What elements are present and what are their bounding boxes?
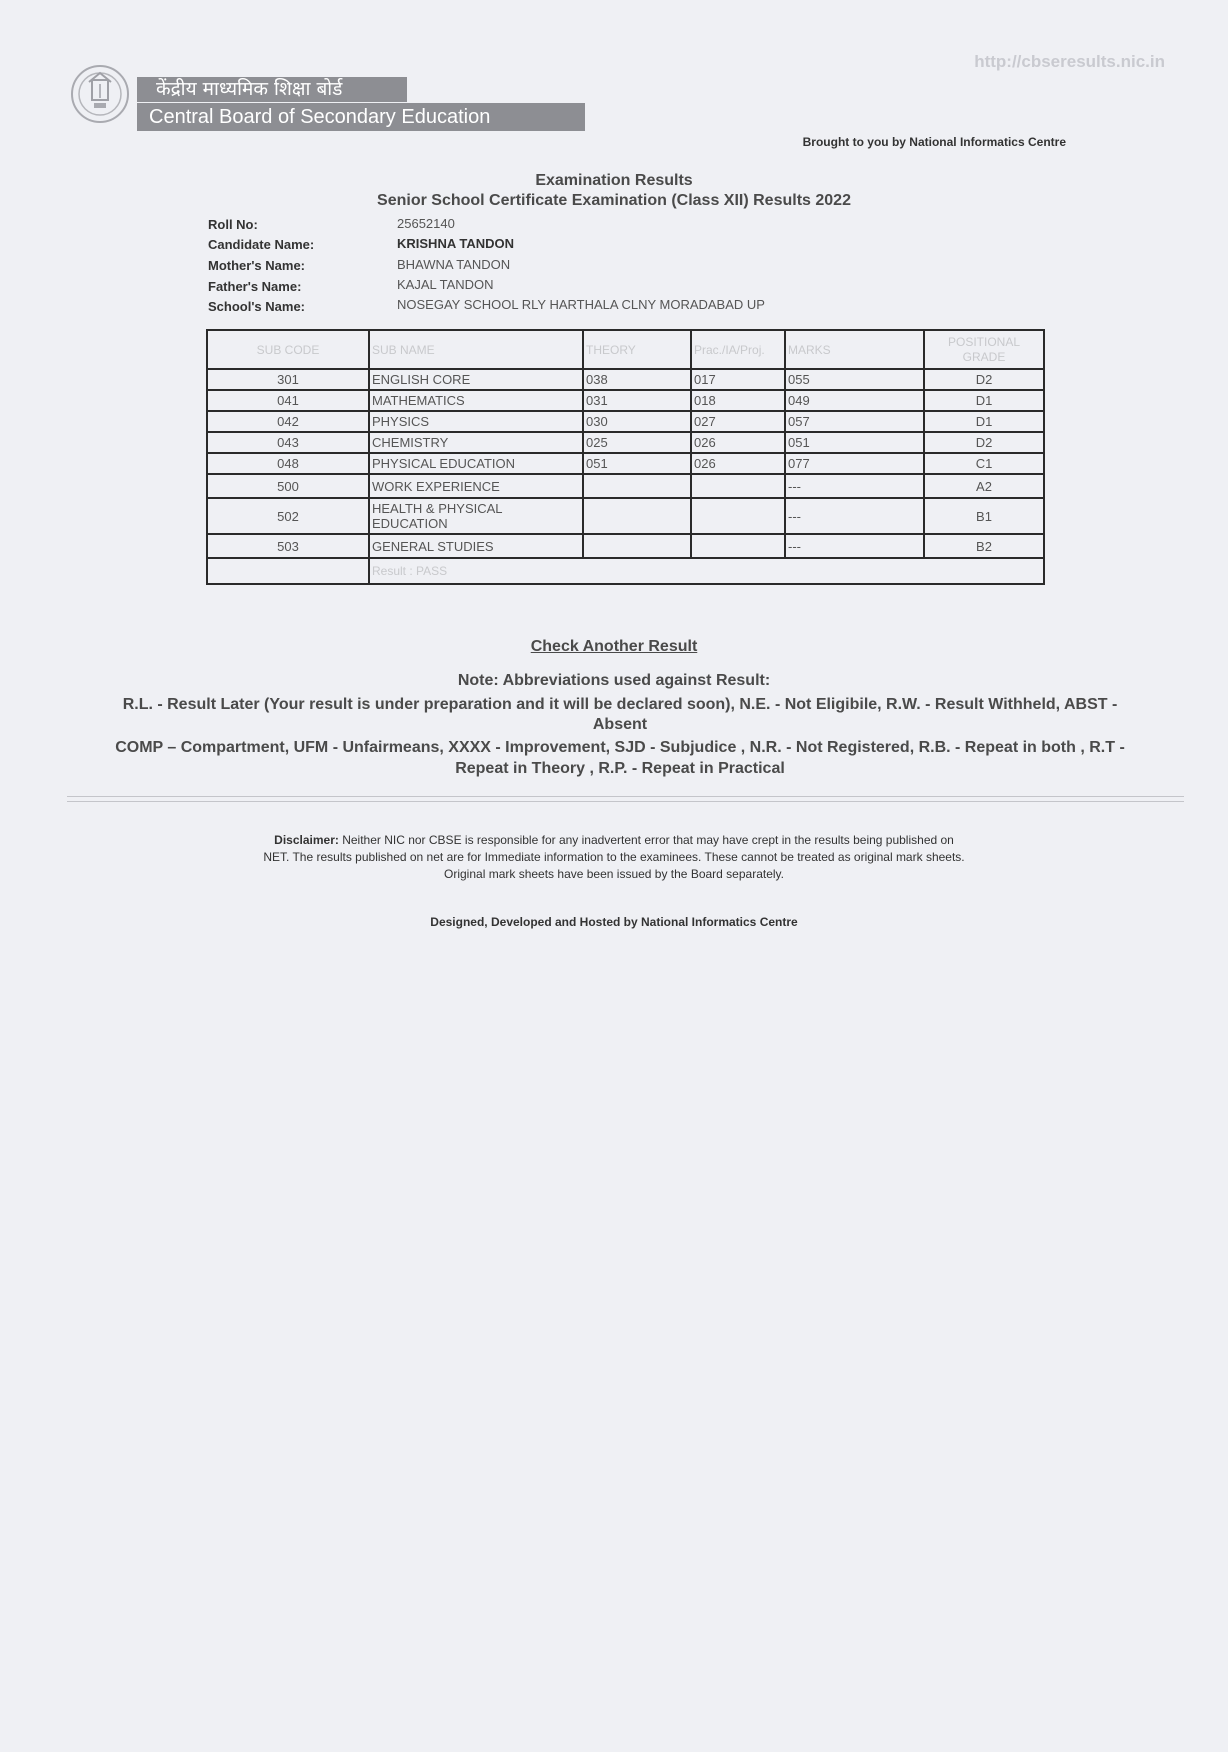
father-name-label: Father's Name: xyxy=(208,279,302,294)
practical-marks xyxy=(691,498,785,534)
page-subtitle: Senior School Certificate Examination (Class XII) Results 2022 xyxy=(377,192,851,209)
total-marks: --- xyxy=(785,534,924,558)
sub-code: 500 xyxy=(207,474,369,498)
positional-grade: C1 xyxy=(924,453,1044,474)
sub-name: HEALTH & PHYSICAL EDUCATION xyxy=(369,498,583,534)
site-url[interactable]: http://cbseresults.nic.in xyxy=(974,52,1165,71)
theory-marks xyxy=(583,498,691,534)
theory-marks: 025 xyxy=(583,432,691,453)
sub-code: 503 xyxy=(207,534,369,558)
sub-name: PHYSICS xyxy=(369,411,583,432)
positional-grade: D2 xyxy=(924,432,1044,453)
theory-marks xyxy=(583,474,691,498)
positional-grade: D1 xyxy=(924,411,1044,432)
sub-name: PHYSICAL EDUCATION xyxy=(369,453,583,474)
table-row xyxy=(207,474,1044,498)
positional-grade: D2 xyxy=(924,369,1044,390)
positional-grade: A2 xyxy=(924,474,1044,498)
practical-marks: 017 xyxy=(691,369,785,390)
practical-marks: 027 xyxy=(691,411,785,432)
sub-name: WORK EXPERIENCE xyxy=(369,474,583,498)
total-marks: 077 xyxy=(785,453,924,474)
cbse-logo-icon xyxy=(70,62,130,132)
mother-name-label: Mother's Name: xyxy=(208,258,305,273)
school-name-label: School's Name: xyxy=(208,299,306,314)
table-row xyxy=(207,390,1044,411)
table-row xyxy=(207,432,1044,453)
divider xyxy=(67,796,1184,797)
table-header-row xyxy=(207,330,1044,369)
table-row xyxy=(207,411,1044,432)
total-marks: --- xyxy=(785,498,924,534)
check-another-result-link[interactable]: Check Another Result xyxy=(530,638,698,655)
total-marks: 057 xyxy=(785,411,924,432)
practical-marks xyxy=(691,534,785,558)
header-theory: THEORY xyxy=(583,330,691,369)
sub-code: 041 xyxy=(207,390,369,411)
theory-marks: 031 xyxy=(583,390,691,411)
total-marks: 055 xyxy=(785,369,924,390)
disclaimer-line-1 xyxy=(0,833,1228,847)
mother-name-value: BHAWNA TANDON xyxy=(397,257,511,272)
sub-code: 043 xyxy=(207,432,369,453)
marks-table xyxy=(206,329,1045,585)
practical-marks xyxy=(691,474,785,498)
roll-no-value: 25652140 xyxy=(397,216,455,231)
candidate-name-value: KRISHNA TANDON xyxy=(397,236,514,251)
header-positional-grade: POSITIONAL GRADE xyxy=(924,330,1044,369)
theory-marks: 038 xyxy=(583,369,691,390)
positional-grade: B2 xyxy=(924,534,1044,558)
board-english-title: Central Board of Secondary Education xyxy=(137,103,585,131)
disclaimer-text: Neither NIC nor CBSE is responsible for any inadvertent error that may have crept in the results being published on xyxy=(338,833,954,847)
total-marks: 049 xyxy=(785,390,924,411)
board-hindi-title: केंद्रीय माध्यमिक शिक्षा बोर्ड xyxy=(137,77,407,102)
positional-grade: B1 xyxy=(924,498,1044,534)
sub-code: 301 xyxy=(207,369,369,390)
table-row xyxy=(207,498,1044,534)
practical-marks: 026 xyxy=(691,432,785,453)
note-line-1: R.L. - Result Later (Your result is under preparation and it will be declared soon), N.E. - Not Eligibile, R.W. - Result Withheld, ABST - xyxy=(122,696,1118,713)
sub-name: GENERAL STUDIES xyxy=(369,534,583,558)
total-marks: 051 xyxy=(785,432,924,453)
disclaimer-label: Disclaimer: xyxy=(274,833,339,847)
divider xyxy=(67,801,1184,802)
table-row xyxy=(207,534,1044,558)
note-line-2: Absent xyxy=(592,716,648,733)
header-sub-code: SUB CODE xyxy=(207,330,369,369)
father-name-value: KAJAL TANDON xyxy=(397,277,494,292)
sub-name: CHEMISTRY xyxy=(369,432,583,453)
sub-code: 502 xyxy=(207,498,369,534)
note-line-3: COMP – Compartment, UFM - Unfairmeans, XXXX - Improvement, SJD - Subjudice , N.R. - Not Registered, R.B. - Repeat in both , R.T - xyxy=(115,739,1125,756)
header-marks: MARKS xyxy=(785,330,924,369)
positional-grade: D1 xyxy=(924,390,1044,411)
theory-marks: 051 xyxy=(583,453,691,474)
note-title: Note: Abbreviations used against Result: xyxy=(457,672,771,689)
theory-marks: 030 xyxy=(583,411,691,432)
school-name-value: NOSEGAY SCHOOL RLY HARTHALA CLNY MORADABAD UP xyxy=(397,297,765,312)
sub-name: ENGLISH CORE xyxy=(369,369,583,390)
result-spacer-cell xyxy=(207,558,369,584)
disclaimer-line-2: NET. The results published on net are for Immediate information to the examinees. These cannot be treated as original mark sheets. xyxy=(263,850,965,864)
note-line-4: Repeat in Theory , R.P. - Repeat in Practical xyxy=(455,760,785,777)
designed-by-text: Designed, Developed and Hosted by National Informatics Centre xyxy=(430,915,798,929)
roll-no-label: Roll No: xyxy=(208,217,258,232)
total-marks: --- xyxy=(785,474,924,498)
result-status: Result : PASS xyxy=(369,558,1044,584)
sub-name: MATHEMATICS xyxy=(369,390,583,411)
result-row xyxy=(207,558,1044,584)
disclaimer-line-3: Original mark sheets have been issued by the Board separately. xyxy=(444,867,784,881)
table-row xyxy=(207,453,1044,474)
header-sub-name: SUB NAME xyxy=(369,330,583,369)
brought-by-text: Brought to you by National Informatics Centre xyxy=(802,135,1066,149)
sub-code: 042 xyxy=(207,411,369,432)
candidate-name-label: Candidate Name: xyxy=(208,237,315,252)
practical-marks: 026 xyxy=(691,453,785,474)
practical-marks: 018 xyxy=(691,390,785,411)
header-practical: Prac./IA/Proj. xyxy=(691,330,785,369)
theory-marks xyxy=(583,534,691,558)
board-banner xyxy=(137,77,585,131)
sub-code: 048 xyxy=(207,453,369,474)
page-title: Examination Results xyxy=(535,172,693,189)
table-row xyxy=(207,369,1044,390)
